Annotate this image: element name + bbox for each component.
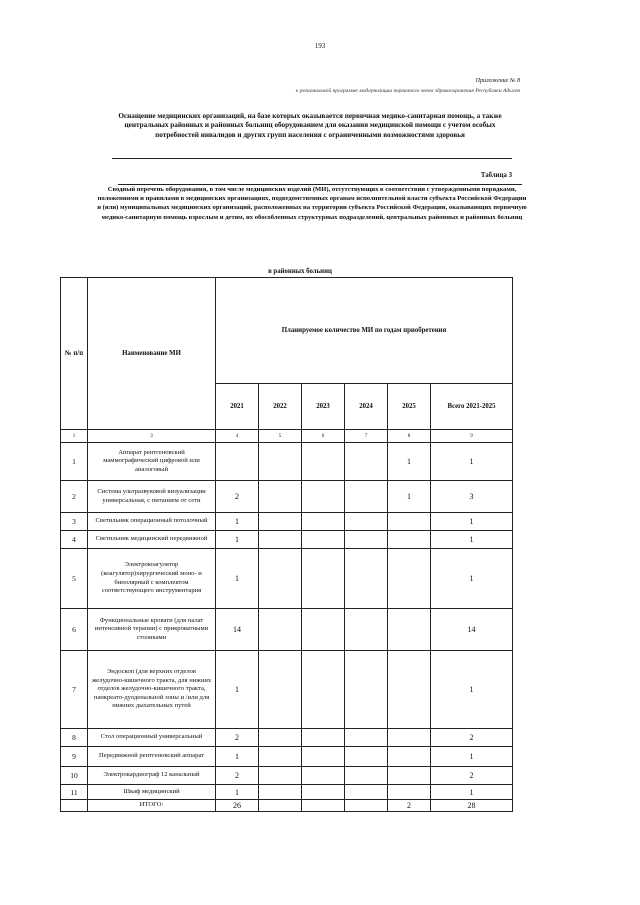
- column-number: 7: [345, 430, 388, 443]
- table-row: [61, 651, 513, 729]
- table-row: [61, 785, 513, 800]
- quantity-y2023: [302, 767, 345, 785]
- quantity-y2024: [345, 513, 388, 531]
- appendix-subtitle: к региональной программе модернизации первичного звена здравоохранения Республики Адыгея: [295, 88, 520, 94]
- quantity-y2023: [302, 785, 345, 800]
- equipment-name: Аппарат рентгеновский маммографический цифровой или аналоговый: [88, 443, 216, 481]
- equipment-name: Светильник медицинский передвижной: [88, 531, 216, 549]
- table-row: [61, 609, 513, 651]
- quantity-y2022: [259, 785, 302, 800]
- quantity-y2025: [388, 785, 431, 800]
- quantity-y2022: [259, 443, 302, 481]
- header-num: № п/п: [61, 278, 88, 430]
- equipment-name: Электрокоагулятор (коагулятор)хирургический моно- и биполярный с комплектом соответствующего инструментария: [88, 549, 216, 609]
- quantity-y2021: 1: [216, 785, 259, 800]
- total-label: ИТОГО:: [88, 800, 216, 812]
- quantity-y2025: [388, 549, 431, 609]
- quantity-y2024: [345, 549, 388, 609]
- row-number: 1: [61, 443, 88, 481]
- row-total: 14: [431, 609, 513, 651]
- header-year-2024: 2024: [345, 384, 388, 430]
- row-number: 7: [61, 651, 88, 729]
- total-y2025: 2: [388, 800, 431, 812]
- quantity-y2021: 2: [216, 481, 259, 513]
- row-number: 10: [61, 767, 88, 785]
- header-name: Наименование МИ: [88, 278, 216, 430]
- total-row-num: [61, 800, 88, 812]
- page-number: 193: [314, 42, 326, 50]
- total-row: [61, 800, 513, 812]
- total-y2023: [302, 800, 345, 812]
- row-total: 1: [431, 747, 513, 767]
- header-row-main: [61, 278, 513, 384]
- table-row: [61, 747, 513, 767]
- quantity-y2024: [345, 785, 388, 800]
- quantity-y2024: [345, 443, 388, 481]
- row-number: 8: [61, 729, 88, 747]
- table-row: [61, 531, 513, 549]
- appendix-label: Приложение № 8: [475, 78, 520, 84]
- quantity-y2022: [259, 651, 302, 729]
- quantity-y2023: [302, 443, 345, 481]
- quantity-y2021: 2: [216, 729, 259, 747]
- row-total: 1: [431, 443, 513, 481]
- column-number-row: [61, 430, 513, 443]
- row-total: 1: [431, 651, 513, 729]
- column-number: 8: [388, 430, 431, 443]
- equipment-name: Эндоскоп (для верхних отделов желудочно-кишечного тракта, для нижних отделов желудочно-кишечного тракта, панкреато-дуоденальной зоны и /или для нижних дыхательных путей: [88, 651, 216, 729]
- total-y2021: 26: [216, 800, 259, 812]
- row-total: 1: [431, 785, 513, 800]
- quantity-y2025: [388, 609, 431, 651]
- row-number: 9: [61, 747, 88, 767]
- table-subheading: Сводный перечень оборудования, в том числе медицинских изделий (МИ), отсутствующих в соответствии с утвержденными порядками, положениями и правилами в медицинских организациях, подведомственных органам исполнительной власти субъекта Российской Федерации и (или) муниципальных медицинских организаций, расположенных на территории субъекта Российской Федерации, оказывающих первичную медико-санитарную помощь взрослым и детям, их обособленных структурных подразделений, центральных районных и районных больниц: [97, 186, 527, 221]
- quantity-y2023: [302, 747, 345, 767]
- equipment-name: Система ультразвуковой визуализации универсальная, с питанием от сети: [88, 481, 216, 513]
- equipment-name: Передвижной рентгеновский аппарат: [88, 747, 216, 767]
- table-row: [61, 513, 513, 531]
- quantity-y2023: [302, 729, 345, 747]
- grand-total: 28: [431, 800, 513, 812]
- column-number: 5: [259, 430, 302, 443]
- quantity-y2025: [388, 531, 431, 549]
- row-number: 6: [61, 609, 88, 651]
- quantity-y2023: [302, 513, 345, 531]
- header-total: Всего 2021-2025: [431, 384, 513, 430]
- row-total: 2: [431, 729, 513, 747]
- quantity-y2021: 1: [216, 747, 259, 767]
- header-year-2023: 2023: [302, 384, 345, 430]
- quantity-y2025: 1: [388, 481, 431, 513]
- quantity-y2022: [259, 729, 302, 747]
- total-y2022: [259, 800, 302, 812]
- column-number: 9: [431, 430, 513, 443]
- quantity-y2021: 1: [216, 513, 259, 531]
- quantity-y2024: [345, 747, 388, 767]
- quantity-y2025: [388, 747, 431, 767]
- quantity-y2023: [302, 481, 345, 513]
- header-year-2025: 2025: [388, 384, 431, 430]
- equipment-name: Электрокардиограф 12 канальный: [88, 767, 216, 785]
- column-number: 1: [61, 430, 88, 443]
- table-row: [61, 729, 513, 747]
- row-number: 11: [61, 785, 88, 800]
- row-total: 1: [431, 513, 513, 531]
- row-total: 3: [431, 481, 513, 513]
- equipment-name: Функциональные кровати (для палат интенсивной терапии) с прикроватными столиками: [88, 609, 216, 651]
- quantity-y2023: [302, 549, 345, 609]
- row-total: 1: [431, 531, 513, 549]
- quantity-y2022: [259, 609, 302, 651]
- quantity-y2025: [388, 513, 431, 531]
- row-number: 4: [61, 531, 88, 549]
- quantity-y2022: [259, 513, 302, 531]
- quantity-y2021: 1: [216, 651, 259, 729]
- row-number: 5: [61, 549, 88, 609]
- quantity-y2025: 1: [388, 443, 431, 481]
- total-y2024: [345, 800, 388, 812]
- quantity-y2023: [302, 609, 345, 651]
- heading-divider: [112, 158, 512, 159]
- row-number: 3: [61, 513, 88, 531]
- quantity-y2024: [345, 609, 388, 651]
- quantity-y2025: [388, 767, 431, 785]
- quantity-y2022: [259, 531, 302, 549]
- column-number: 3: [88, 430, 216, 443]
- quantity-y2021: 1: [216, 549, 259, 609]
- equipment-table: [60, 277, 513, 812]
- quantity-y2024: [345, 531, 388, 549]
- quantity-y2025: [388, 651, 431, 729]
- quantity-y2021: [216, 443, 259, 481]
- column-number: 6: [302, 430, 345, 443]
- quantity-y2022: [259, 549, 302, 609]
- header-planned: Планируемое количество МИ по годам приобретения: [216, 278, 513, 384]
- table-row: [61, 549, 513, 609]
- quantity-y2021: 2: [216, 767, 259, 785]
- header-year-2022: 2022: [259, 384, 302, 430]
- equipment-name: Стол операционный универсальный: [88, 729, 216, 747]
- row-total: 2: [431, 767, 513, 785]
- equipment-name: Шкаф медицинский: [88, 785, 216, 800]
- quantity-y2024: [345, 767, 388, 785]
- quantity-y2024: [345, 729, 388, 747]
- quantity-y2024: [345, 481, 388, 513]
- quantity-y2021: 1: [216, 531, 259, 549]
- table-row: [61, 481, 513, 513]
- table-label: Таблица 3: [480, 172, 512, 179]
- document-heading: Оснащение медицинских организаций, на базе которых оказывается первичная медико-санитарная помощь, а также центральных районных и районных больниц оборудованием для оказания медицинской помощи с учетом особых потребностей инвалидов и других групп населения с ограниченными возможностями здоровья: [118, 112, 502, 139]
- quantity-y2024: [345, 651, 388, 729]
- quantity-y2023: [302, 651, 345, 729]
- equipment-name: Светильник операционный потолочный: [88, 513, 216, 531]
- table-row: [61, 767, 513, 785]
- table-row: [61, 443, 513, 481]
- quantity-y2022: [259, 767, 302, 785]
- header-year-2021: 2021: [216, 384, 259, 430]
- district-label: в районных больниц: [268, 268, 332, 275]
- quantity-y2022: [259, 481, 302, 513]
- column-number: 4: [216, 430, 259, 443]
- row-total: 1: [431, 549, 513, 609]
- quantity-y2021: 14: [216, 609, 259, 651]
- row-number: 2: [61, 481, 88, 513]
- quantity-y2025: [388, 729, 431, 747]
- quantity-y2022: [259, 747, 302, 767]
- quantity-y2023: [302, 531, 345, 549]
